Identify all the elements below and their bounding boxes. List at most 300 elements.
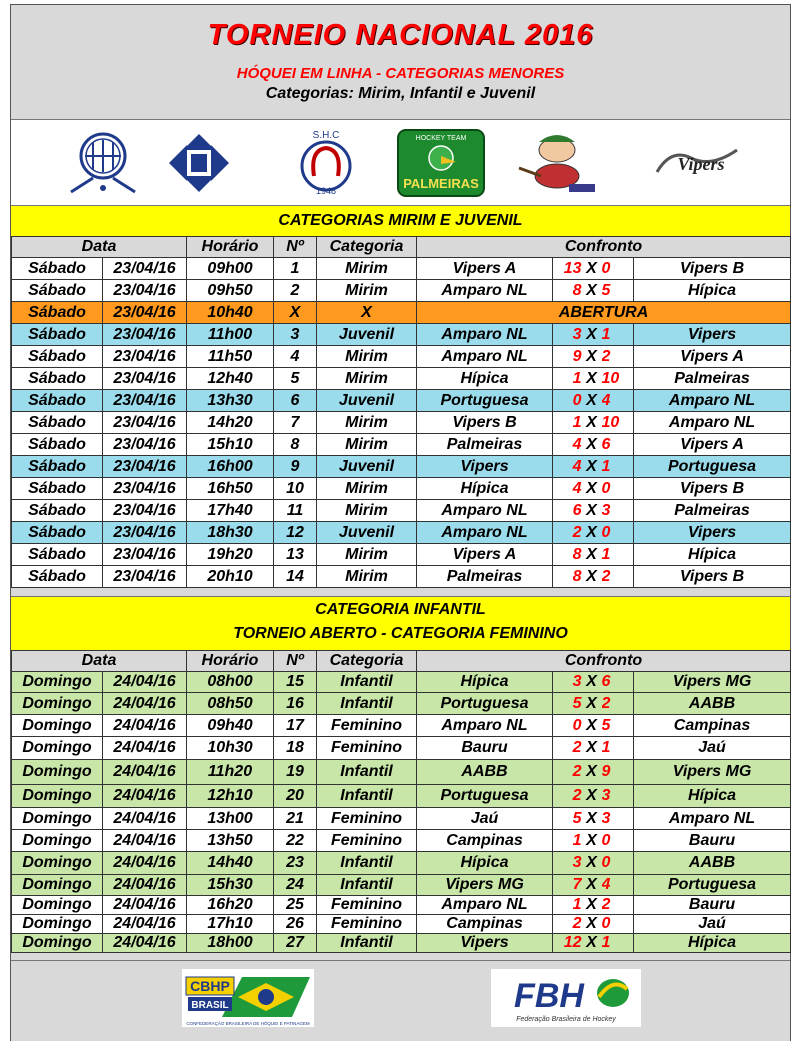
game-row [12, 368, 791, 390]
game-row [12, 760, 791, 785]
game-number: 27 [274, 934, 317, 953]
home-score: 4 [553, 434, 582, 456]
game-day: Sábado [12, 346, 103, 368]
game-number: 3 [274, 324, 317, 346]
away-team: AABB [634, 852, 791, 875]
home-team: Jaú [417, 808, 553, 830]
home-team: Vipers MG [417, 875, 553, 896]
game-number: 18 [274, 737, 317, 760]
game-row [12, 830, 791, 852]
game-day: Sábado [12, 390, 103, 412]
game-time: 13h30 [187, 390, 274, 412]
versus-label: X [582, 808, 602, 830]
column-header-match: Confronto [417, 237, 791, 258]
game-number: 1 [274, 258, 317, 280]
game-date: 23/04/16 [103, 522, 187, 544]
column-header-match: Confronto [417, 651, 791, 672]
home-score: 4 [553, 478, 582, 500]
section-mirim-juvenil-title: CATEGORIAS MIRIM E JUVENIL [278, 212, 523, 229]
away-score: 3 [602, 808, 634, 830]
home-team: Amparo NL [417, 500, 553, 522]
away-score: 9 [602, 760, 634, 785]
away-score: 10 [602, 368, 634, 390]
game-category: Infantil [317, 785, 417, 808]
versus-label: X [582, 875, 602, 896]
game-date: 23/04/16 [103, 302, 187, 324]
game-day: Domingo [12, 915, 103, 934]
versus-label: X [582, 693, 602, 715]
cbhp-sub-text: BRASIL [191, 1000, 229, 1011]
game-date: 23/04/16 [103, 346, 187, 368]
fbh-text: FBH [514, 977, 584, 1015]
home-team: Hípica [417, 672, 553, 693]
home-team: Vipers A [417, 544, 553, 566]
game-row [12, 785, 791, 808]
game-time: 14h20 [187, 412, 274, 434]
shc-logo-icon [286, 128, 366, 198]
home-score: 2 [553, 785, 582, 808]
home-team: Vipers B [417, 412, 553, 434]
game-date: 24/04/16 [103, 693, 187, 715]
game-row [12, 566, 791, 588]
home-score: 8 [553, 566, 582, 588]
game-number: 14 [274, 566, 317, 588]
game-day: Sábado [12, 434, 103, 456]
game-row [12, 737, 791, 760]
game-day: Sábado [12, 280, 103, 302]
game-number: 26 [274, 915, 317, 934]
away-score: 3 [602, 500, 634, 522]
home-score: 1 [553, 896, 582, 915]
game-row [12, 500, 791, 522]
home-score: 2 [553, 737, 582, 760]
home-score: 5 [553, 693, 582, 715]
home-team: Hípica [417, 478, 553, 500]
versus-label: X [582, 390, 602, 412]
away-score: 2 [602, 693, 634, 715]
game-day: Domingo [12, 934, 103, 953]
versus-label: X [582, 258, 602, 280]
home-score: 8 [553, 544, 582, 566]
home-team: Amparo NL [417, 280, 553, 302]
game-time: 09h50 [187, 280, 274, 302]
versus-label: X [582, 544, 602, 566]
game-time: 17h10 [187, 915, 274, 934]
away-score: 4 [602, 875, 634, 896]
game-category: Infantil [317, 693, 417, 715]
versus-label: X [582, 934, 602, 953]
game-time: 13h00 [187, 808, 274, 830]
away-score: 2 [602, 896, 634, 915]
home-score: 3 [553, 672, 582, 693]
game-time: 16h00 [187, 456, 274, 478]
home-team: Portuguesa [417, 785, 553, 808]
home-score: 8 [553, 280, 582, 302]
games-table-sunday-body [12, 651, 791, 953]
game-row [12, 346, 791, 368]
home-team: Amparo NL [417, 896, 553, 915]
game-category: Mirim [317, 346, 417, 368]
home-score: 5 [553, 808, 582, 830]
versus-label: X [582, 500, 602, 522]
away-team: Hípica [634, 934, 791, 953]
game-day: Domingo [12, 737, 103, 760]
home-team: Bauru [417, 737, 553, 760]
page-title: TORNEIO NACIONAL 2016 [207, 19, 594, 51]
home-score: 9 [553, 346, 582, 368]
game-time: 17h40 [187, 500, 274, 522]
home-team: Portuguesa [417, 693, 553, 715]
column-header-date: Data [12, 651, 187, 672]
game-category: Mirim [317, 412, 417, 434]
game-day: Sábado [12, 302, 103, 324]
away-team: Amparo NL [634, 412, 791, 434]
shc-year: 1948 [315, 186, 337, 196]
mascot-logo-icon [511, 128, 603, 198]
away-score: 0 [602, 852, 634, 875]
game-day: Sábado [12, 522, 103, 544]
game-row [12, 852, 791, 875]
away-score: 4 [602, 390, 634, 412]
game-time: 11h00 [187, 324, 274, 346]
footer-sponsors [11, 960, 790, 1041]
game-day: Domingo [12, 830, 103, 852]
away-team: Vipers B [634, 478, 791, 500]
palmeiras-text: PALMEIRAS [403, 176, 479, 191]
home-team: Amparo NL [417, 522, 553, 544]
game-category: Mirim [317, 434, 417, 456]
away-team: Vipers B [634, 258, 791, 280]
away-team: Bauru [634, 830, 791, 852]
game-date: 24/04/16 [103, 808, 187, 830]
home-team: Campinas [417, 915, 553, 934]
column-header-time: Horário [187, 651, 274, 672]
cbhp-text: CBHP [190, 978, 230, 994]
home-score: 12 [553, 934, 582, 953]
game-category: Juvenil [317, 324, 417, 346]
cbhp-logo-icon [182, 969, 314, 1027]
game-category: Mirim [317, 368, 417, 390]
game-category: X [317, 302, 417, 324]
game-row [12, 324, 791, 346]
game-time: 08h50 [187, 693, 274, 715]
away-team: Vipers B [634, 566, 791, 588]
game-day: Sábado [12, 324, 103, 346]
games-table-saturday-body [12, 237, 791, 588]
game-time: 18h00 [187, 934, 274, 953]
home-score: 6 [553, 500, 582, 522]
games-table-sunday [11, 650, 791, 953]
game-category: Mirim [317, 280, 417, 302]
home-team: AABB [417, 760, 553, 785]
home-score: 0 [553, 715, 582, 737]
section-infantil-title: CATEGORIA INFANTIL [315, 601, 486, 618]
versus-label: X [582, 368, 602, 390]
game-day: Sábado [12, 456, 103, 478]
section-infantil-header [11, 596, 790, 651]
game-date: 24/04/16 [103, 896, 187, 915]
game-category: Infantil [317, 934, 417, 953]
game-number: 25 [274, 896, 317, 915]
away-team: Vipers A [634, 434, 791, 456]
game-row [12, 522, 791, 544]
game-row [12, 934, 791, 953]
home-team: Amparo NL [417, 324, 553, 346]
away-team: Amparo NL [634, 390, 791, 412]
game-time: 13h50 [187, 830, 274, 852]
versus-label: X [582, 785, 602, 808]
game-row [12, 693, 791, 715]
versus-label: X [582, 412, 602, 434]
game-row [12, 302, 791, 324]
game-time: 14h40 [187, 852, 274, 875]
palmeiras-logo-icon [396, 128, 486, 198]
home-score: 7 [553, 875, 582, 896]
versus-label: X [582, 896, 602, 915]
game-time: 09h40 [187, 715, 274, 737]
game-day: Domingo [12, 715, 103, 737]
game-row [12, 875, 791, 896]
away-score: 1 [602, 456, 634, 478]
away-score: 2 [602, 566, 634, 588]
away-score: 5 [602, 280, 634, 302]
game-time: 09h00 [187, 258, 274, 280]
game-day: Domingo [12, 808, 103, 830]
away-score: 1 [602, 324, 634, 346]
game-day: Domingo [12, 672, 103, 693]
game-category: Infantil [317, 875, 417, 896]
game-category: Mirim [317, 258, 417, 280]
shc-text: S.H.C [312, 130, 340, 141]
game-category: Juvenil [317, 390, 417, 412]
game-category: Feminino [317, 896, 417, 915]
home-score: 3 [553, 324, 582, 346]
away-team: Hípica [634, 280, 791, 302]
game-category: Mirim [317, 500, 417, 522]
game-date: 24/04/16 [103, 915, 187, 934]
game-row [12, 672, 791, 693]
team-logos-strip [11, 119, 790, 206]
game-date: 24/04/16 [103, 830, 187, 852]
away-team: Amparo NL [634, 808, 791, 830]
game-row [12, 544, 791, 566]
away-score: 1 [602, 934, 634, 953]
away-score: 0 [602, 830, 634, 852]
game-time: 15h30 [187, 875, 274, 896]
game-number: 5 [274, 368, 317, 390]
home-team: Hípica [417, 368, 553, 390]
game-date: 24/04/16 [103, 934, 187, 953]
game-date: 23/04/16 [103, 280, 187, 302]
page-subtitle: HÓQUEI EM LINHA - CATEGORIAS MENORES [236, 65, 565, 82]
game-number: 10 [274, 478, 317, 500]
game-date: 24/04/16 [103, 737, 187, 760]
game-row [12, 715, 791, 737]
versus-label: X [582, 672, 602, 693]
game-row [12, 478, 791, 500]
game-day: Sábado [12, 368, 103, 390]
game-number: 23 [274, 852, 317, 875]
home-score: 13 [553, 258, 582, 280]
away-score: 1 [602, 544, 634, 566]
away-team: Hípica [634, 544, 791, 566]
away-team: Jaú [634, 915, 791, 934]
away-score: 0 [602, 915, 634, 934]
game-category: Infantil [317, 672, 417, 693]
fbh-logo-icon [491, 969, 641, 1027]
home-score: 1 [553, 368, 582, 390]
game-row [12, 915, 791, 934]
game-number: X [274, 302, 317, 324]
game-row [12, 280, 791, 302]
away-team: Portuguesa [634, 456, 791, 478]
column-header-category: Categoria [317, 651, 417, 672]
away-score: 10 [602, 412, 634, 434]
game-date: 24/04/16 [103, 715, 187, 737]
home-team: Palmeiras [417, 566, 553, 588]
home-team: Amparo NL [417, 715, 553, 737]
cbhp-caption: CONFEDERAÇÃO BRASILEIRA DE HÓQUEI E PATINAGEM [186, 1021, 310, 1026]
opening-ceremony-label: ABERTURA [417, 302, 791, 324]
game-number: 13 [274, 544, 317, 566]
home-team: Vipers [417, 456, 553, 478]
away-team: Vipers [634, 522, 791, 544]
home-score: 3 [553, 852, 582, 875]
away-team: Vipers MG [634, 760, 791, 785]
home-team: Vipers A [417, 258, 553, 280]
home-score: 0 [553, 390, 582, 412]
away-score: 2 [602, 346, 634, 368]
game-time: 11h50 [187, 346, 274, 368]
game-date: 23/04/16 [103, 434, 187, 456]
versus-label: X [582, 456, 602, 478]
game-day: Sábado [12, 478, 103, 500]
away-score: 0 [602, 258, 634, 280]
game-day: Sábado [12, 566, 103, 588]
home-team: Campinas [417, 830, 553, 852]
game-time: 12h10 [187, 785, 274, 808]
game-row [12, 434, 791, 456]
game-time: 11h20 [187, 760, 274, 785]
versus-label: X [582, 760, 602, 785]
away-score: 6 [602, 434, 634, 456]
versus-label: X [582, 522, 602, 544]
game-category: Mirim [317, 544, 417, 566]
game-number: 17 [274, 715, 317, 737]
column-header-category: Categoria [317, 237, 417, 258]
game-day: Domingo [12, 875, 103, 896]
away-team: Jaú [634, 737, 791, 760]
away-team: Vipers [634, 324, 791, 346]
versus-label: X [582, 434, 602, 456]
home-score: 1 [553, 412, 582, 434]
column-header-time: Horário [187, 237, 274, 258]
game-number: 12 [274, 522, 317, 544]
away-team: Vipers MG [634, 672, 791, 693]
vipers-text: Vipers [677, 154, 725, 174]
away-team: Portuguesa [634, 875, 791, 896]
game-category: Feminino [317, 715, 417, 737]
section-mirim-juvenil-header [11, 205, 790, 237]
game-day: Domingo [12, 852, 103, 875]
away-score: 1 [602, 737, 634, 760]
game-date: 23/04/16 [103, 456, 187, 478]
game-number: 2 [274, 280, 317, 302]
game-day: Domingo [12, 693, 103, 715]
game-category: Feminino [317, 915, 417, 934]
game-day: Sábado [12, 258, 103, 280]
game-time: 12h40 [187, 368, 274, 390]
away-score: 3 [602, 785, 634, 808]
game-category: Mirim [317, 478, 417, 500]
game-date: 24/04/16 [103, 852, 187, 875]
game-day: Sábado [12, 412, 103, 434]
saturday-column-header-row [12, 237, 791, 258]
game-number: 24 [274, 875, 317, 896]
game-date: 23/04/16 [103, 368, 187, 390]
versus-label: X [582, 566, 602, 588]
game-date: 23/04/16 [103, 544, 187, 566]
versus-label: X [582, 737, 602, 760]
home-team: Palmeiras [417, 434, 553, 456]
game-date: 23/04/16 [103, 390, 187, 412]
away-team: Campinas [634, 715, 791, 737]
away-score: 0 [602, 522, 634, 544]
home-team: Hípica [417, 852, 553, 875]
column-header-date: Data [12, 237, 187, 258]
header [11, 5, 790, 119]
game-time: 10h30 [187, 737, 274, 760]
game-number: 19 [274, 760, 317, 785]
home-team: Amparo NL [417, 346, 553, 368]
game-row [12, 258, 791, 280]
game-day: Sábado [12, 500, 103, 522]
game-date: 23/04/16 [103, 412, 187, 434]
versus-label: X [582, 324, 602, 346]
game-time: 20h10 [187, 566, 274, 588]
game-number: 11 [274, 500, 317, 522]
versus-label: X [582, 715, 602, 737]
game-number: 20 [274, 785, 317, 808]
away-score: 0 [602, 478, 634, 500]
versus-label: X [582, 346, 602, 368]
game-date: 23/04/16 [103, 566, 187, 588]
games-table-saturday [11, 236, 791, 588]
home-team: Vipers [417, 934, 553, 953]
game-date: 23/04/16 [103, 258, 187, 280]
hockey-club-logo-icon [63, 128, 143, 198]
game-category: Feminino [317, 830, 417, 852]
game-category: Juvenil [317, 522, 417, 544]
categories-line: Categorias: Mirim, Infantil e Juvenil [265, 85, 536, 102]
game-number: 21 [274, 808, 317, 830]
schedule-page [10, 4, 791, 1041]
column-header-number: Nº [274, 237, 317, 258]
versus-label: X [582, 478, 602, 500]
away-team: Hípica [634, 785, 791, 808]
fbh-caption: Federação Brasileira de Hockey [516, 1016, 616, 1023]
game-date: 23/04/16 [103, 478, 187, 500]
game-time: 08h00 [187, 672, 274, 693]
game-number: 16 [274, 693, 317, 715]
home-score: 4 [553, 456, 582, 478]
home-score: 2 [553, 915, 582, 934]
game-date: 23/04/16 [103, 500, 187, 522]
sunday-column-header-row [12, 651, 791, 672]
home-team: Portuguesa [417, 390, 553, 412]
away-team: Palmeiras [634, 368, 791, 390]
game-number: 6 [274, 390, 317, 412]
